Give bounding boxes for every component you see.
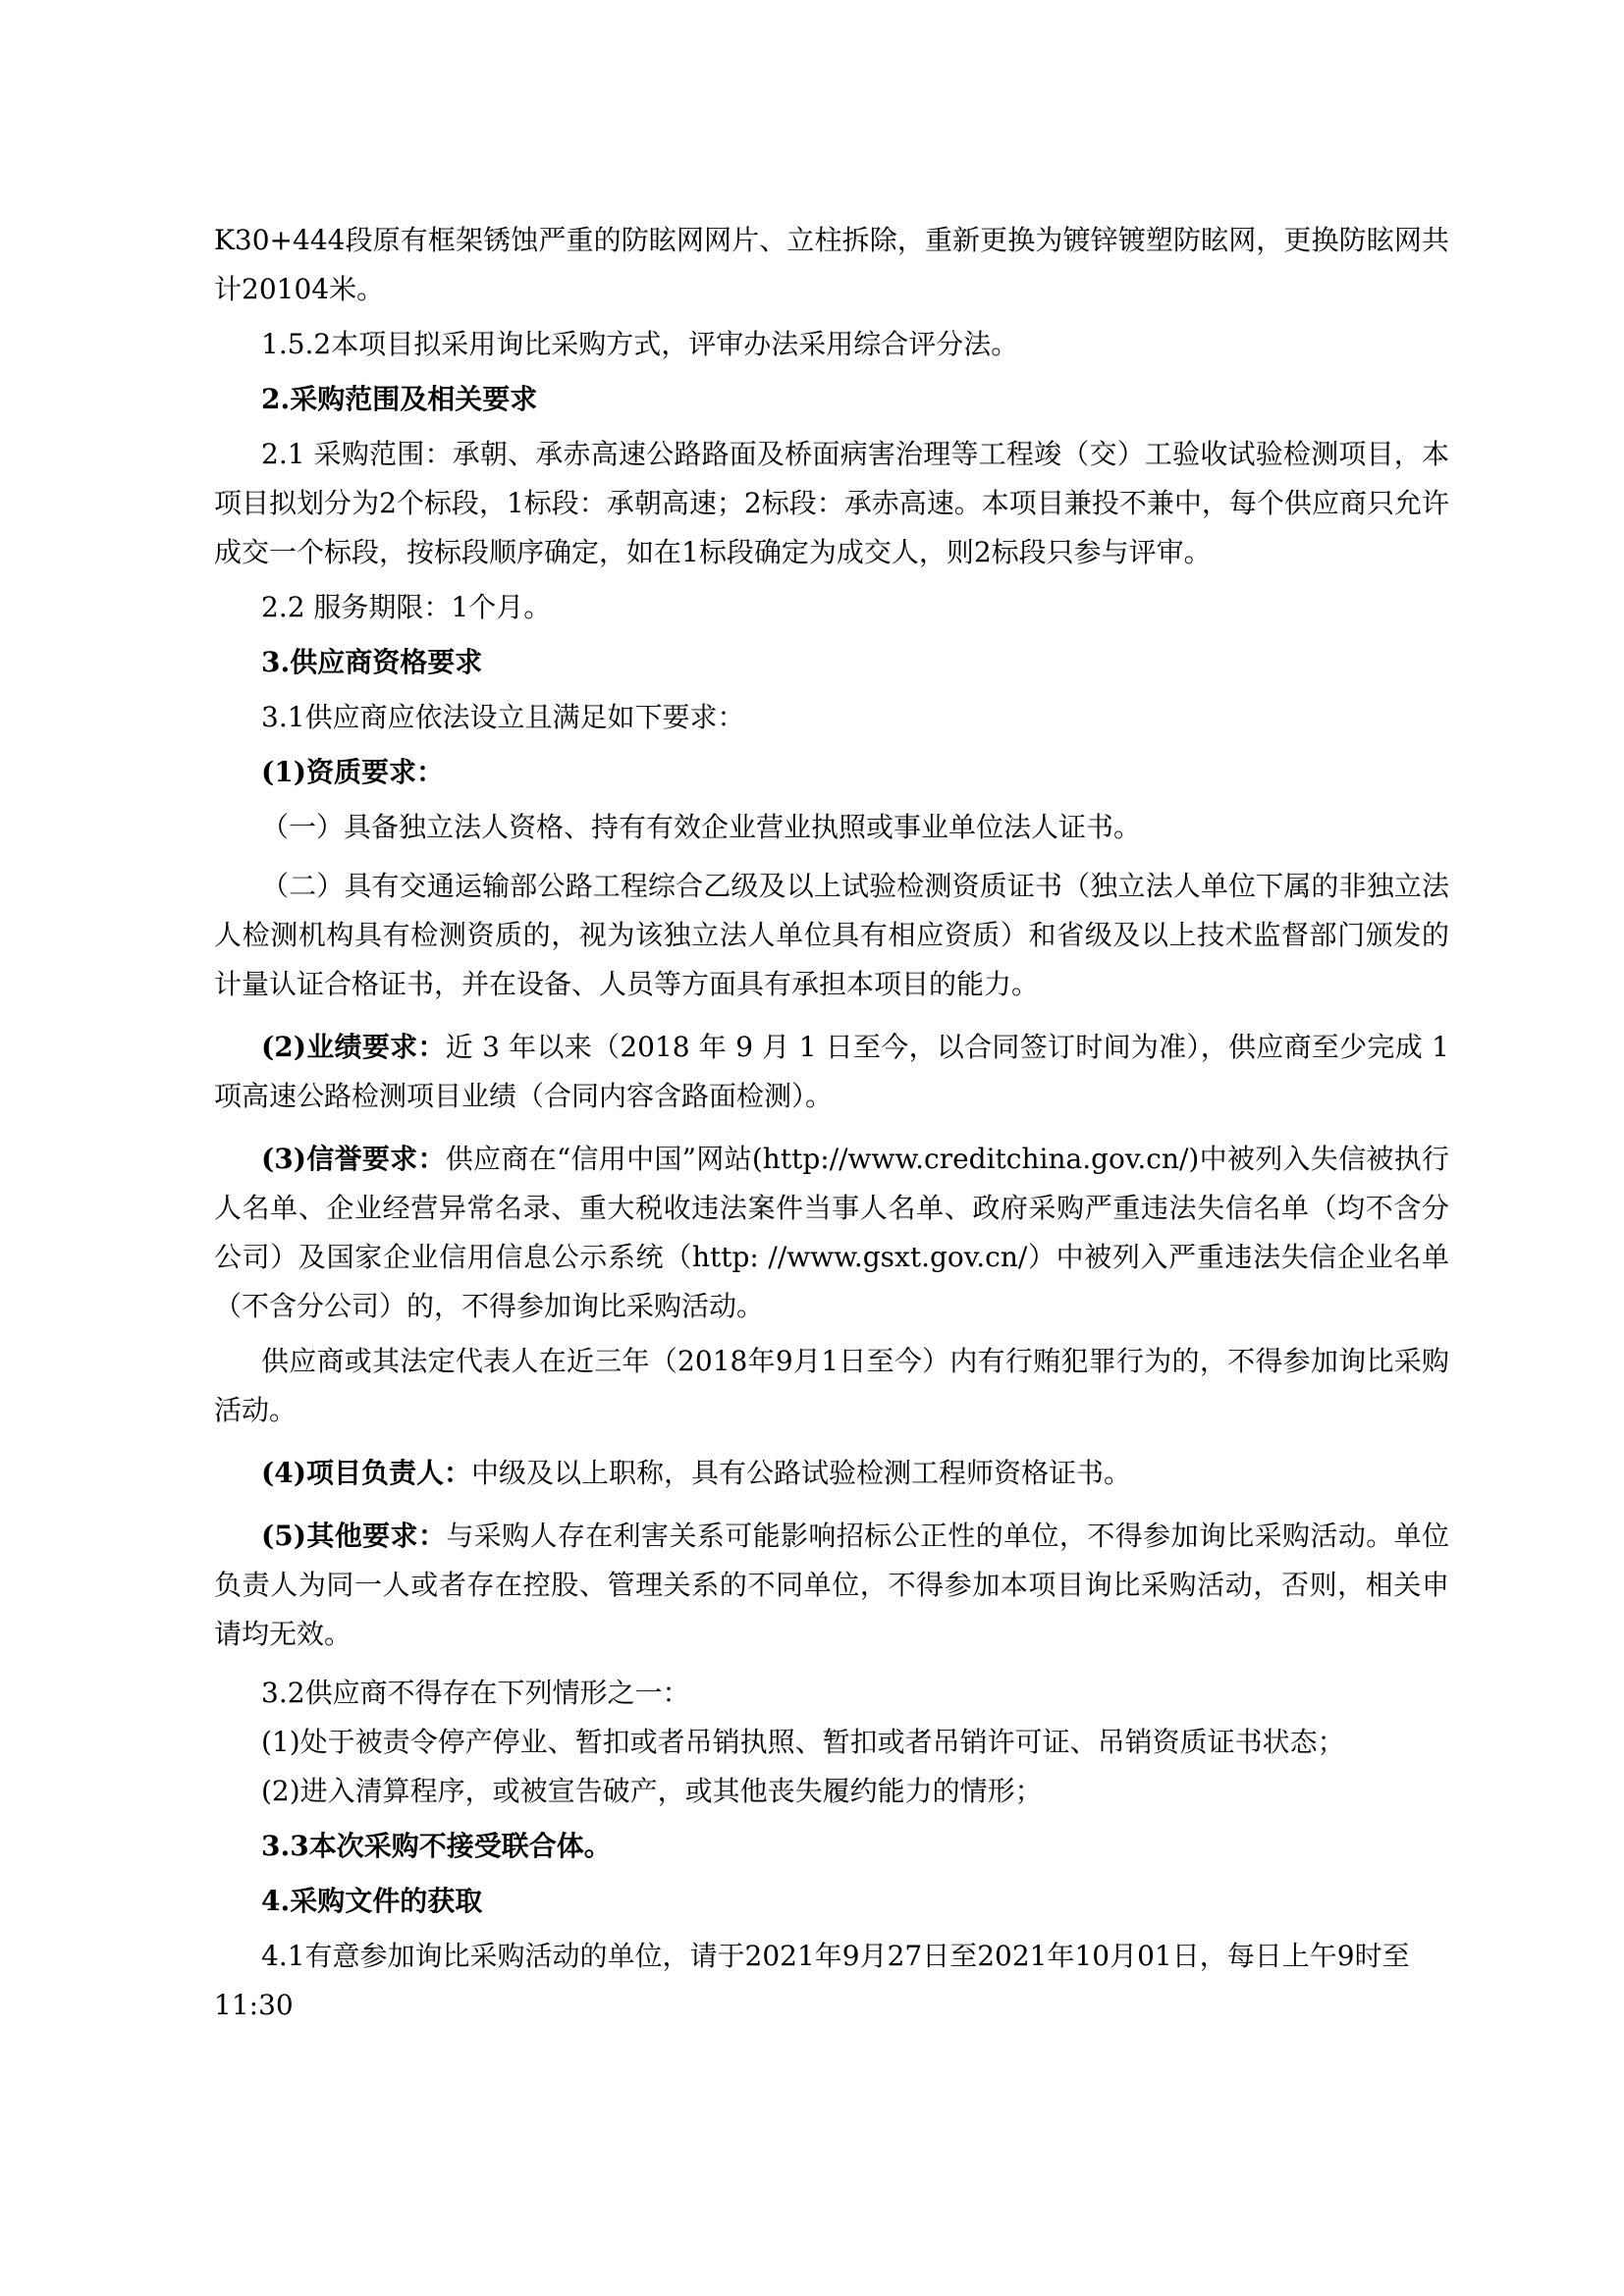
paragraph-exclusion-bankruptcy: (2)进入清算程序，或被宣告破产，或其他丧失履约能力的情形； — [261, 1775, 1043, 1807]
paragraph-project-manager — [214, 1449, 1449, 1498]
paragraph-procurement-method: 1.5.2本项目拟采用询比采购方式，评审办法采用综合评分法。 — [261, 328, 1019, 360]
heading-no-consortium: 3.3本次采购不接受联合体。 — [261, 1830, 612, 1862]
paragraph-exclusion-conditions: 3.2供应商不得存在下列情形之一： — [261, 1677, 690, 1709]
project-manager-label: (4)项目负责人： — [261, 1457, 471, 1489]
paragraph-other-requirements — [214, 1512, 1449, 1659]
paragraph-project-scope-continued: K30+444段原有框架锈蚀严重的防眩网网片、立柱拆除，重新更换为镀锌镀塑防眩网，更换防眩网共计20104米。 — [214, 224, 1449, 305]
heading-obtain-documents: 4.采购文件的获取 — [261, 1885, 483, 1917]
paragraph-bribery-exclusion: 供应商或其法定代表人在近三年（2018年9月1日至今）内有行贿犯罪行为的，不得参加询比采购活动。 — [214, 1345, 1449, 1426]
performance-label: (2)业绩要求： — [261, 1031, 446, 1063]
project-manager-text: 中级及以上职称，具有公路试验检测工程师资格证书。 — [470, 1457, 1131, 1489]
document-body — [214, 216, 1449, 2030]
heading-supplier-qualifications: 3.供应商资格要求 — [261, 646, 483, 678]
paragraph-exclusion-suspended: (1)处于被责令停产停业、暂扣或者吊销执照、暂扣或者吊销许可证、吊销资质证书状态； — [261, 1726, 1345, 1758]
paragraph-obtain-documents: 4.1有意参加询比采购活动的单位，请于2021年9月27日至2021年10月01日，每日上午9时至11:30 — [214, 1940, 1410, 2021]
paragraph-supplier-requirements: 3.1供应商应依法设立且满足如下要求： — [261, 701, 745, 733]
paragraph-performance-requirements — [214, 1023, 1449, 1121]
credit-text: 供应商在“信用中国”网站(http://www.creditchina.gov.cn/)中被列入失信被执行人名单、企业经营异常名录、重大税收违法案件当事人名单、政府采购严重违法失信名单（均不含分公司）及国家企业信用信息公示系统（http: //www.gsxt.gov.cn/）中被列入严重违法失信企业名单（不含分公司）的，不得参加询比采购活动。 — [214, 1143, 1449, 1322]
other-requirements-text: 与采购人存在利害关系可能影响招标公正性的单位，不得参加询比采购活动。单位负责人为同一人或者存在控股、管理关系的不同单位，不得参加本项目询比采购活动，否则，相关申请均无效。 — [214, 1520, 1449, 1650]
paragraph-service-period: 2.2 服务期限：1个月。 — [261, 591, 552, 623]
other-requirements-label: (5)其他要求： — [261, 1520, 447, 1552]
credit-label: (3)信誉要求： — [261, 1143, 446, 1175]
paragraph-testing-qualification: （二）具有交通运输部公路工程综合乙级及以上试验检测资质证书（独立法人单位下属的非独立法人检测机构具有检测资质的，视为该独立法人单位具有相应资质）和省级及以上技术监督部门颁发的计量认证合格证书，并在设备、人员等方面具有承担本项目的能力。 — [214, 870, 1449, 1000]
paragraph-credit-requirements — [214, 1135, 1449, 1331]
paragraph-legal-entity: （一）具备独立法人资格、持有有效企业营业执照或事业单位法人证书。 — [261, 811, 1142, 843]
heading-procurement-scope: 2.采购范围及相关要求 — [261, 383, 538, 415]
performance-text: 近 3 年以来（2018 年 9 月 1 日至今，以合同签订时间为准），供应商至少完成 1 项高速公路检测项目业绩（合同内容含路面检测）。 — [214, 1031, 1449, 1112]
paragraph-procurement-range: 2.1 采购范围：承朝、承赤高速公路路面及桥面病害治理等工程竣（交）工验收试验检测项目，本项目拟划分为2个标段，1标段：承朝高速；2标段：承赤高速。本项目兼投不兼中，每个供应商只允许成交一个标段，按标段顺序确定，如在1标段确定为成交人，则2标段只参与评审。 — [214, 438, 1449, 568]
heading-qualification-requirements: (1)资质要求： — [261, 756, 444, 788]
